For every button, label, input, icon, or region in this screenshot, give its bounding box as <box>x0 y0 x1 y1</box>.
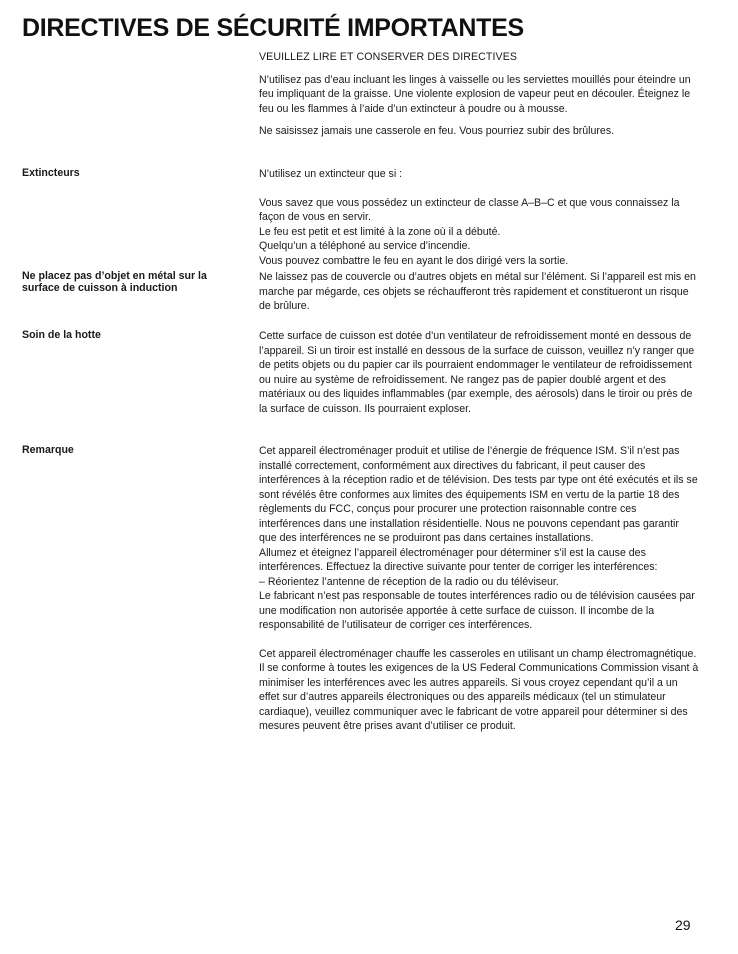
section-label-extinguishers: Extincteurs <box>22 167 80 179</box>
page-subtitle: VEUILLEZ LIRE ET CONSERVER DES DIRECTIVES <box>259 51 518 63</box>
condition-item: Vous pouvez combattre le feu en ayant le dos dirigé vers la sortie. <box>259 254 569 267</box>
section-body-hood-care <box>259 329 699 424</box>
remark-paragraph: – Réorientez l’antenne de réception de la radio ou du téléviseur. <box>259 575 559 588</box>
remark-induction-note: Cet appareil électroménager chauffe les casseroles en utilisant un champ électromagnétique. Il se conforme à toutes les exigences de la US Federal Communications Commission visant à minimiser les interférences avec les autres appareils. Si vous croyez cependant qu’il a un effet sur d’autres appareils électroniques ou des appareils médicaux (tel un stimulateur cardiaque), veuillez communiquer avec le fabricant de votre appareil pour déterminer si des mesures peuvent être prises avant d’utiliser ce produit. <box>259 647 699 732</box>
section-body-extinguishers <box>259 167 699 276</box>
remark-paragraph: Cet appareil électroménager produit et utilise de l’énergie de fréquence ISM. S’il n’est pas installé correctement, conformément aux directives du fabricant, il peut causer des interférences à la réception radio et de télévision. Des tests par type ont été exécutés et ils se sont révélés être conformes aux limites des équipements ISM en vertu de la partie 18 des règlements du FCC, conçus pour procurer une protection raisonnable contre ces interférences dans une installation résidentielle. Nous ne pouvons cependant pas garantir que des interférences ne se produiront pas dans certaines installations. <box>259 445 698 544</box>
remark-paragraph: Allumez et éteignez l’appareil électroménager pour déterminer s’il est la cause des interférences. Effectuez la directive suivante pour tenter de corriger les interférences: <box>259 546 658 573</box>
section-label-hood-care: Soin de la hotte <box>22 329 101 341</box>
page-title: DIRECTIVES DE SÉCURITÉ IMPORTANTES <box>22 14 524 42</box>
condition-item: Vous savez que vous possédez un extincteur de classe A–B–C et que vous connaissez la façon de vous en servir. <box>259 196 680 223</box>
section-label-metal-objects: Ne placez pas d’objet en métal sur la surface de cuisson à induction <box>22 270 207 294</box>
remark-fcc-block <box>259 444 699 633</box>
remark-paragraph: Le fabricant n’est pas responsable de toutes interférences radio ou de télévision causées par une modification non autorisée apportée à cette surface de cuisson. Il incombe de la responsabilité de l’utilisateur de corriger ces interférences. <box>259 590 695 631</box>
section-body-remark <box>259 444 699 742</box>
extinguisher-lead-text: N’utilisez un extincteur que si : <box>259 168 403 180</box>
extinguisher-conditions <box>259 196 699 269</box>
metal-objects-text: Ne laissez pas de couvercle ou d’autres objets en métal sur l’élément. Si l’appareil est mis en marche par mégarde, ces objets se réchaufferont très rapidement et constitueront un risque de brûlure. <box>259 271 696 312</box>
intro-paragraph-pan-fire: Ne saisissez jamais une casserole en feu. Vous pourriez subir des brûlures. <box>259 125 615 137</box>
intro-paragraph-water: N’utilisez pas d’eau incluant les linges à vaisselle ou les serviettes mouillés pour éteindre un feu impliquant de la graisse. Une violente explosion de vapeur peut en découler. Éteignez le feu ou les flammes à l’aide d’un extincteur à poudre ou à mousse. <box>259 73 691 115</box>
condition-item: Le feu est petit et est limité à la zone où il a débuté. <box>259 225 501 238</box>
section-label-remark: Remarque <box>22 444 74 456</box>
intro-block <box>259 50 699 147</box>
page-number: 29 <box>675 917 691 933</box>
hood-care-text: Cette surface de cuisson est dotée d’un ventilateur de refroidissement monté en dessous de l’appareil. Si un tiroir est installé en dessous de la surface de cuisson, veuillez n’y ranger que de petits objets ou du papier car ils pourraient endommager le ventilateur de refroidissement ou nuire au système de refroidissement. Ne rangez pas de papier doublé argent et des matériaux ou des liquides inflammables (par exemple, des aérosols) dans le tiroir ou près de la surface de cuisson. Ils pourraient exploser. <box>259 330 695 415</box>
condition-item: Quelqu’un a téléphoné au service d’incendie. <box>259 240 471 252</box>
section-body-metal-objects <box>259 270 699 322</box>
